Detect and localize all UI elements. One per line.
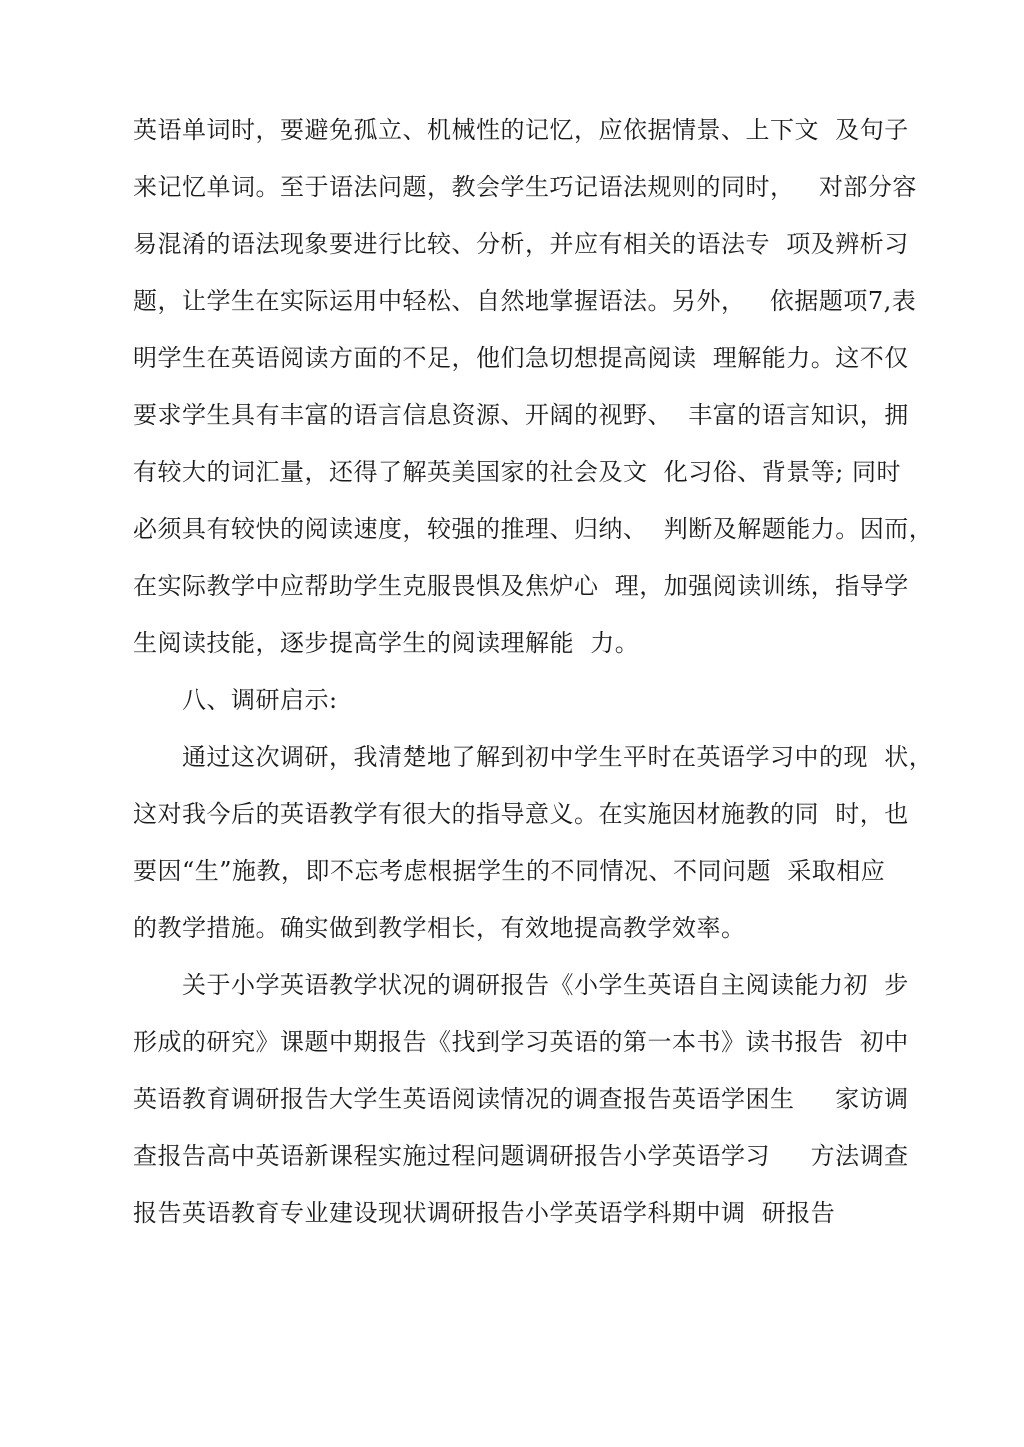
text-line: 来记忆单词。至于语法问题，教会学生巧记语法规则的同时， 对部分容 — [133, 173, 917, 201]
text-line: 形成的研究》课题中期报告《找到学习英语的第一本书》读书报告 初中 — [133, 1028, 909, 1056]
text-line: 这对我今后的英语教学有很大的指导意义。在实施因材施教的同 时，也 — [133, 800, 909, 828]
text-line: 明学生在英语阅读方面的不足，他们急切想提高阅读 理解能力。这不仅 — [133, 344, 909, 372]
text-line: 有较大的词汇量，还得了解英美国家的社会及文 化习俗、背景等; 同时 — [133, 458, 901, 486]
text-line: 题，让学生在实际运用中轻松、自然地掌握语法。另外， 依据题项7,表 — [133, 287, 917, 315]
text-line: 易混淆的语法现象要进行比较、分析，并应有相关的语法专 项及辨析习 — [133, 230, 909, 258]
text-line: 必须具有较快的阅读速度，较强的推理、归纳、 判断及解题能力。因而， — [133, 515, 934, 543]
text-line: 生阅读技能，逐步提高学生的阅读理解能 力。 — [133, 629, 640, 657]
text-line: 要求学生具有丰富的语言信息资源、开阔的视野、 丰富的语言知识，拥 — [133, 401, 909, 429]
text-line: 的教学措施。确实做到教学相长，有效地提高教学效率。 — [133, 914, 746, 942]
text-line: 关于小学英语教学状况的调研报告《小学生英语自主阅读能力初 步 — [182, 971, 909, 999]
text-line: 要因“生”施教，即不忘考虑根据学生的不同情况、不同问题 采取相应 — [133, 857, 886, 885]
text-line: 查报告高中英语新课程实施过程问题调研报告小学英语学习 方法调查 — [133, 1142, 909, 1170]
text-line: 在实际教学中应帮助学生克服畏惧及焦炉心 理，加强阅读训练，指导学 — [133, 572, 909, 600]
text-line: 英语单词时，要避免孤立、机械性的记忆，应依据情景、上下文 及句子 — [133, 116, 909, 144]
text-line: 通过这次调研，我清楚地了解到初中学生平时在英语学习中的现 状， — [182, 743, 934, 771]
section-heading: 八、调研启示: — [182, 686, 338, 714]
text-line: 报告英语教育专业建设现状调研报告小学英语学科期中调 研报告 — [133, 1199, 836, 1227]
text-line: 英语教育调研报告大学生英语阅读情况的调查报告英语学困生 家访调 — [133, 1085, 909, 1113]
